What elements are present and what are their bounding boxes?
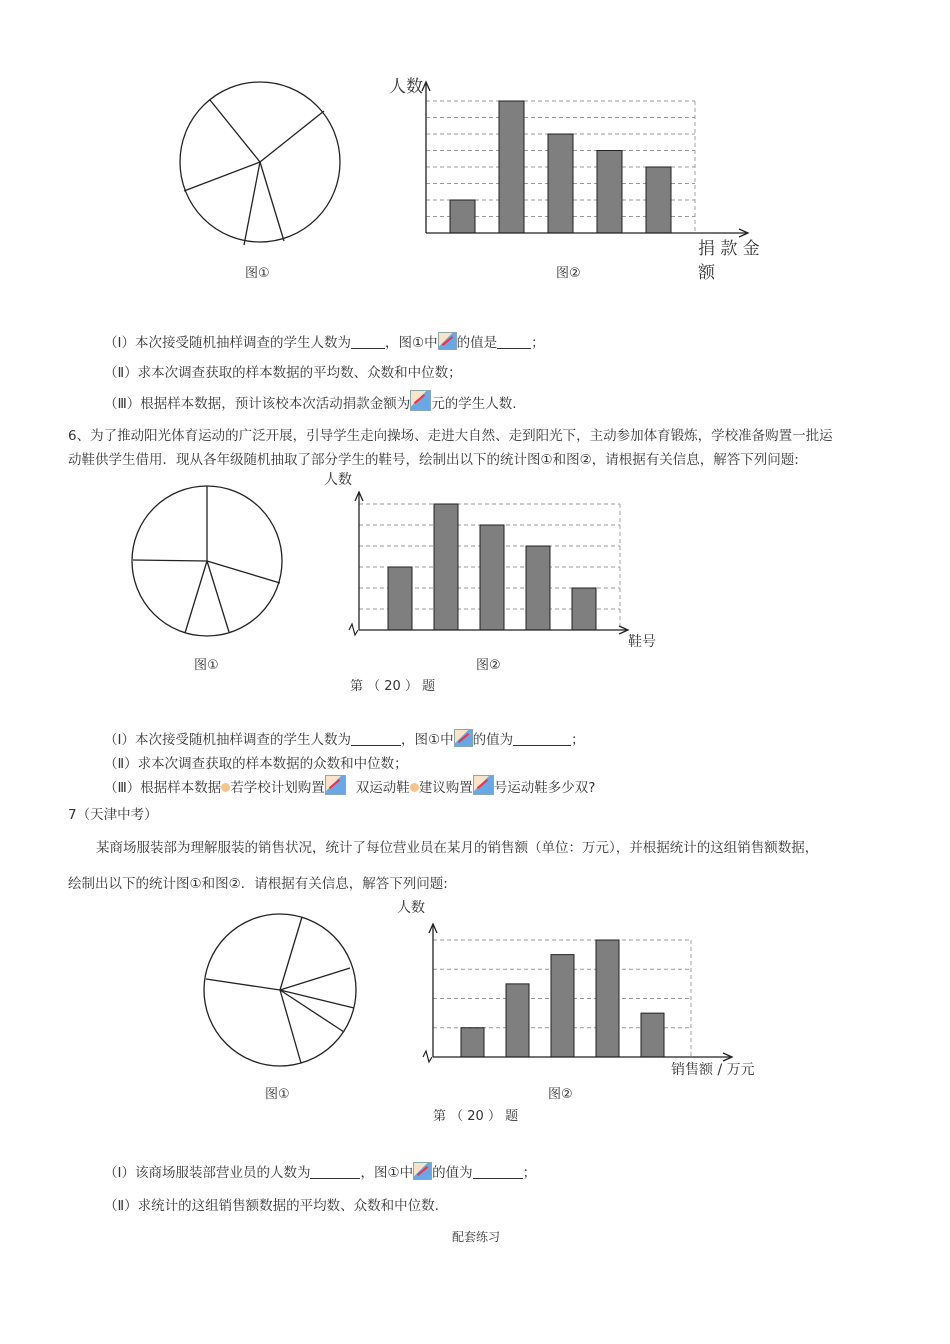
problem-7-intro-2: 绘制出以下的统计图①和图②．请根据有关信息，解答下列问题: (68, 876, 448, 892)
bar (526, 546, 550, 630)
question-7-1: （Ⅰ）该商场服装部营业员的人数为 ，图①中 的值为 ； (104, 1161, 536, 1181)
problem-caption: 第 （ 20 ） 题 (350, 679, 436, 694)
bar (641, 1013, 664, 1057)
question-6-2: （Ⅱ）求本次调查获取的样本数据的众数和中位数； (104, 756, 408, 772)
axis-break (423, 1051, 432, 1062)
formula-image-icon (410, 390, 431, 411)
formula-image-icon (325, 775, 346, 795)
question-5-2: （Ⅱ）求本次调查获取的样本数据的平均数、众数和中位数； (104, 365, 462, 381)
bar (499, 101, 524, 233)
bar-chart-1 (380, 72, 780, 292)
formula-image-icon (454, 729, 473, 747)
problem-caption: 第 （ 20 ） 题 (433, 1109, 519, 1124)
pie-chart-1 (176, 84, 346, 254)
problem-7-intro-1: 某商场服装部为理解服装的销售状况，统计了每位营业员在某月的销售额（单位：万元），并根据统计的这组销售额数据， (96, 840, 819, 856)
axis-break (349, 624, 358, 635)
y-axis-label: 人数 (397, 900, 425, 916)
bar (646, 167, 671, 233)
fig2-caption: 图② (476, 658, 501, 673)
y-axis-label: 人数 (389, 77, 423, 97)
answer-blank[interactable] (473, 1164, 523, 1179)
bar (388, 567, 412, 630)
formula-image-icon (221, 783, 230, 792)
fig1-caption: 图① (245, 266, 270, 281)
answer-blank[interactable] (351, 334, 385, 349)
bar (461, 1028, 484, 1057)
fig2-caption: 图② (556, 266, 581, 281)
bar-chart-3 (395, 896, 755, 1078)
problem-7-heading: 7（天津中考） (68, 807, 158, 823)
fig2-caption: 图② (548, 1087, 573, 1102)
answer-blank[interactable] (497, 334, 531, 349)
bar (480, 525, 504, 630)
fig1-caption: 图① (265, 1087, 290, 1102)
bar-chart-2 (320, 470, 656, 650)
page-footer: 配套练习 (452, 1230, 501, 1244)
pie-chart-2 (130, 484, 290, 644)
bar (450, 200, 475, 233)
answer-blank[interactable] (310, 1164, 360, 1179)
question-5-3: （Ⅲ）根据样本数据，预计该校本次活动捐款金额为 元的学生人数. (104, 390, 517, 412)
fig1-caption: 图① (194, 658, 219, 673)
question-6-3: （Ⅲ）根据样本数据 若学校计划购置 双运动鞋 建议购置 号运动鞋多少双? (104, 775, 595, 796)
bar (596, 940, 619, 1057)
question-6-1: （Ⅰ）本次接受随机抽样调查的学生人数为 ，图①中 的值为 ； (104, 728, 585, 748)
formula-image-icon (413, 1162, 432, 1180)
problem-6-intro-1: 6、为了推动阳光体育运动的广泛开展，引导学生走向操场、走进大自然、走到阳光下，主动参加体育锻炼，学校准备购置一批运 (68, 428, 833, 444)
problem-6-intro-2: 动鞋供学生借用．现从各年级随机抽取了部分学生的鞋号，绘制出以下的统计图①和图②，请根据有关信息，解答下列问题: (68, 452, 799, 468)
formula-image-icon (438, 332, 457, 350)
bar (551, 955, 574, 1057)
pie-chart-3 (202, 912, 362, 1072)
x-axis-label: 销售额 / 万元 (671, 1062, 755, 1078)
x-axis-label-cont: 额 (698, 263, 715, 283)
bar (506, 984, 529, 1057)
x-axis-label: 捐 款 金 (698, 239, 760, 259)
answer-blank[interactable] (513, 731, 571, 746)
formula-image-icon (473, 775, 494, 795)
y-axis-label: 人数 (324, 472, 352, 488)
bar (548, 134, 573, 233)
question-5-1: （Ⅰ）本次接受随机抽样调查的学生人数为 ，图①中 的值是 ； (104, 331, 545, 351)
bar (597, 151, 622, 234)
formula-image-icon (410, 783, 419, 792)
bar (572, 588, 596, 630)
x-axis-label: 鞋号 (628, 634, 656, 650)
answer-blank[interactable] (351, 731, 401, 746)
bar (434, 504, 458, 630)
question-7-2: （Ⅱ）求统计的这组销售额数据的平均数、众数和中位数. (104, 1198, 439, 1214)
